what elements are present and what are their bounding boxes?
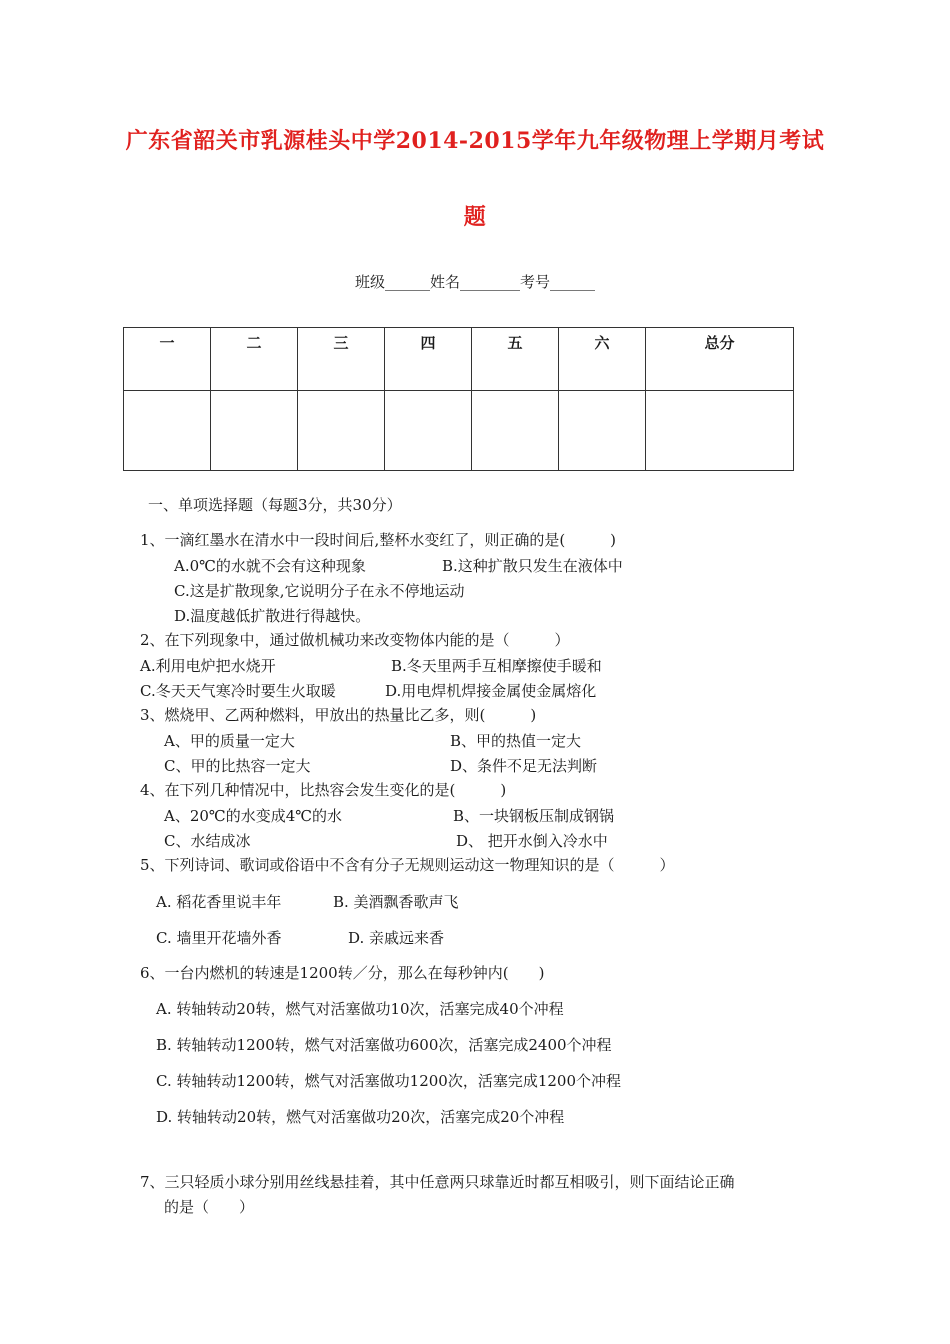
- question-2-option-d: D.用电焊机焊接金属使金属熔化: [385, 682, 597, 700]
- question-3-option-b: B、甲的热值一定大: [450, 732, 582, 750]
- score-table: [123, 327, 794, 471]
- question-3-option-d: D、条件不足无法判断: [450, 757, 598, 775]
- question-2-option-b: B.冬天里两手互相摩擦使手暖和: [391, 657, 602, 675]
- question-7-stem: 7、三只轻质小球分别用丝线悬挂着，其中任意两只球靠近时都互相吸引，则下面结论正确: [140, 1173, 735, 1191]
- question-3-option-c: C、甲的比热容一定大: [164, 757, 311, 775]
- score-cell[interactable]: [385, 391, 472, 471]
- question-1-option-d: D.温度越低扩散进行得越快。: [174, 607, 371, 625]
- question-5-option-d: D. 亲戚远来香: [348, 929, 445, 947]
- score-header-total: 总分: [646, 328, 794, 391]
- question-3-option-a: A、甲的质量一定大: [164, 732, 295, 750]
- question-1-option-a: A.0℃的水就不会有这种现象: [174, 557, 366, 575]
- question-5-option-a: A. 稻花香里说丰年: [156, 893, 282, 911]
- score-header-3: 三: [298, 328, 385, 391]
- question-1-option-c: C.这是扩散现象,它说明分子在永不停地运动: [174, 582, 465, 600]
- question-6-option-d: D. 转轴转动20转，燃气对活塞做功20次，活塞完成20个冲程: [156, 1108, 565, 1126]
- question-2-stem: 2、在下列现象中，通过做机械功来改变物体内能的是（ ）: [140, 631, 570, 649]
- question-6-stem: 6、一台内燃机的转速是1200转／分，那么在每秒钟内( ): [140, 964, 545, 982]
- question-2-option-a: A.利用电炉把水烧开: [140, 657, 276, 675]
- question-1-stem: 1、一滴红墨水在清水中一段时间后,整杯水变红了，则正确的是( ): [140, 531, 617, 549]
- score-header-1: 一: [124, 328, 211, 391]
- score-cell-total[interactable]: [646, 391, 794, 471]
- score-header-6: 六: [559, 328, 646, 391]
- question-1-option-b: B.这种扩散只发生在液体中: [442, 557, 623, 575]
- score-header-2: 二: [211, 328, 298, 391]
- question-4-option-d: D、 把开水倒入冷水中: [456, 832, 608, 850]
- question-3-stem: 3、燃烧甲、乙两种燃料，甲放出的热量比乙多，则( ): [140, 706, 537, 724]
- score-cell[interactable]: [211, 391, 298, 471]
- question-2-option-c: C.冬天天气寒冷时要生火取暖: [140, 682, 336, 700]
- score-table-header-row: [124, 328, 794, 391]
- page-title-line-2: 题: [463, 204, 487, 230]
- score-cell[interactable]: [472, 391, 559, 471]
- question-4-option-b: B、一块钢板压制成钢锅: [453, 807, 615, 825]
- question-5-option-c: C. 墙里开花墙外香: [156, 929, 282, 947]
- score-cell[interactable]: [124, 391, 211, 471]
- question-6-option-c: C. 转轴转动1200转，燃气对活塞做功1200次，活塞完成1200个冲程: [156, 1072, 622, 1090]
- question-5-stem: 5、下列诗词、歌词或俗语中不含有分子无规则运动这一物理知识的是（ ）: [140, 856, 675, 874]
- score-cell[interactable]: [559, 391, 646, 471]
- question-6-option-b: B. 转轴转动1200转，燃气对活塞做功600次，活塞完成2400个冲程: [156, 1036, 612, 1054]
- question-5-option-b: B. 美酒飘香歌声飞: [333, 893, 459, 911]
- page-title-line-1: 广东省韶关市乳源桂头中学2014-2015学年九年级物理上学期月考试: [125, 128, 825, 154]
- question-4-option-c: C、水结成冰: [164, 832, 251, 850]
- question-7-stem-continued: 的是（ ）: [164, 1198, 255, 1216]
- question-4-option-a: A、20℃的水变成4℃的水: [164, 807, 343, 825]
- section-heading: 一、单项选择题（每题3分，共30分）: [148, 496, 402, 514]
- question-6-option-a: A. 转轴转动20转，燃气对活塞做功10次，活塞完成40个冲程: [156, 1000, 564, 1018]
- score-table-entry-row: [124, 391, 794, 471]
- score-cell[interactable]: [298, 391, 385, 471]
- student-info-line: 班级______姓名________考号______: [354, 273, 595, 291]
- score-header-4: 四: [385, 328, 472, 391]
- score-header-5: 五: [472, 328, 559, 391]
- question-4-stem: 4、在下列几种情况中，比热容会发生变化的是( ): [140, 781, 507, 799]
